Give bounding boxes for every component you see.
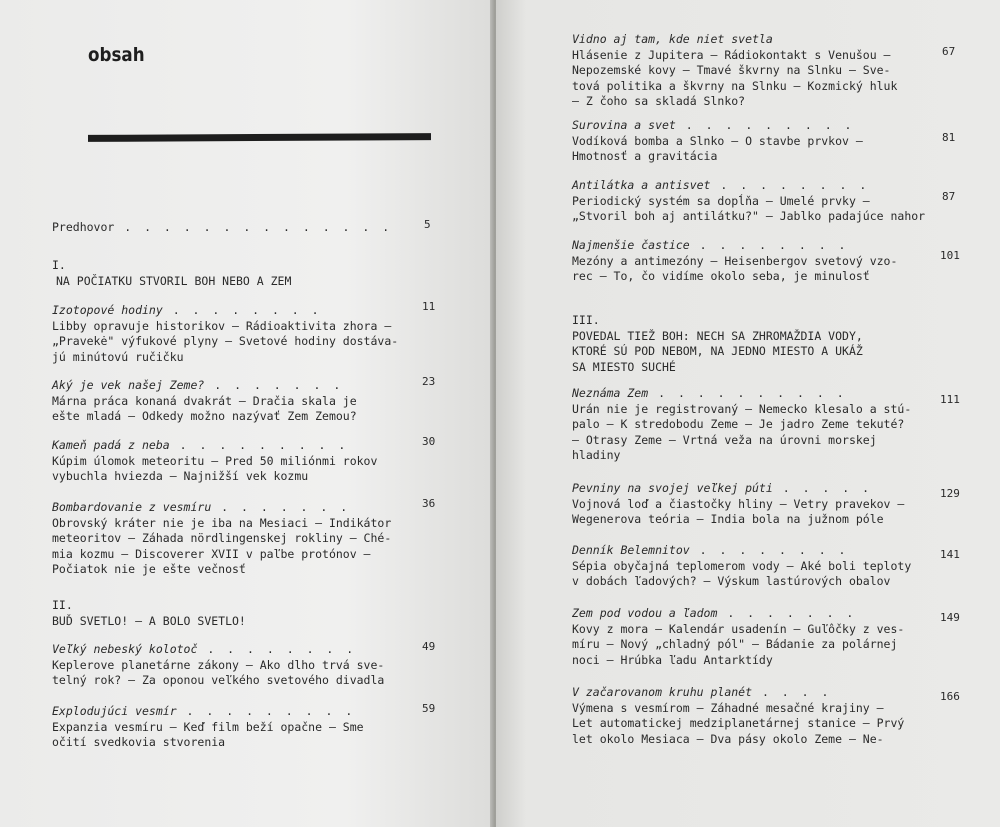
toc-entry-page: 141	[940, 548, 960, 561]
toc-entry[interactable]: Explodujúci vesmír . . . . . . . . . Expanzia vesmíru — Keď film beží opačne — Sme očití svedkovia stvorenia	[52, 704, 364, 749]
toc-entry-page: 23	[422, 375, 436, 388]
heading-rule	[88, 133, 431, 142]
part-1-heading	[52, 258, 291, 289]
toc-entry[interactable]: Kameň padá z neba . . . . . . . . . Kúpim úlomok meteoritu — Pred 50 miliónmi rokov vybuchla hviezda — Najnižší vek kozmu	[52, 438, 378, 483]
toc-entry[interactable]: Surovina a svet . . . . . . . . . Vodíková bomba a Slnko — O stavbe prvkov — Hmotnosť a gravitácia	[572, 118, 863, 163]
toc-entry[interactable]: Izotopové hodiny . . . . . . . . Libby opravuje historikov — Rádioaktivita zhora — „Pravekė" výfukové plyny — Svetové hodiny dostáva- jú minútovú ručičku	[52, 303, 399, 364]
part-3-line: POVEDAL TIEŽ BOH: NECH SA ZHROMAŽDIA VODY,	[572, 328, 863, 343]
toc-entry[interactable]: Aký je vek našej Zeme? . . . . . . . Márna práca konaná dvakrát — Dračia skala je ešte mladá — Odkedy možno nazývať Zem Zemou?	[52, 378, 357, 423]
part-2-roman: II.	[52, 598, 73, 612]
part-2-heading	[52, 598, 246, 629]
toc-entry-page: 49	[422, 640, 436, 653]
toc-entry-page: 30	[422, 435, 436, 448]
toc-entry-page: 87	[942, 190, 956, 203]
toc-entry[interactable]: Zem pod vodou a ľadom . . . . . . . Kovy z mora — Kalendár usadenín — Guľôčky z ves- míru — Nový „chladný pól" — Bádanie za polárnej noci — Hrúbka ľadu Antarktídy	[572, 606, 905, 667]
toc-entry[interactable]: Bombardovanie z vesmíru . . . . . . . Obrovský kráter nie je iba na Mesiaci — Indikátor meteoritov — Záhada nördlingenskej rokliny — Ché- mia kozmu — Discoverer XVII v paľbe protónov — Počiatok nie je ešte večnosť	[52, 500, 392, 576]
toc-preface-title[interactable]: Predhovor . . . . . . . . . . . . . .	[52, 220, 393, 234]
toc-entry-page: 111	[940, 393, 960, 406]
right-page	[496, 0, 1000, 827]
part-1-roman: I.	[52, 258, 66, 272]
toc-entry-page: 67	[942, 45, 956, 58]
toc-entry[interactable]: Antilátka a antisvet . . . . . . . . Periodický systém sa dopĺňa — Umelé prvky — „Stvoril boh aj antilátku?" — Jablko padajúce nahor	[572, 178, 926, 223]
toc-entry-page: 101	[940, 249, 960, 262]
toc-preface-page: 5	[424, 218, 431, 231]
left-page	[0, 0, 494, 827]
part-3-heading	[572, 313, 863, 375]
toc-entry[interactable]: Najmenšie častice . . . . . . . . Mezóny a antimezóny — Heisenbergov svetový vzo- rec — To, čo vidíme okolo seba, je minulosť	[572, 238, 898, 283]
toc-entry[interactable]: Pevniny na svojej veľkej púti . . . . . Vojnová loď a čiastočky hliny — Vetry pravekov — Wegenerova teória — India bola na južnom póle	[572, 481, 905, 526]
part-3-roman: III.	[572, 313, 600, 327]
part-2-title: BUĎ SVETLO! — A BOLO SVETLO!	[52, 613, 246, 628]
part-3-line: KTORÉ SÚ POD NEBOM, NA JEDNO MIESTO A UKÁŽ	[572, 344, 863, 358]
toc-entry-page: 129	[940, 487, 960, 500]
toc-heading: obsah	[88, 44, 145, 66]
toc-entry-page: 81	[942, 131, 956, 144]
toc-entry-page: 36	[422, 497, 436, 510]
toc-entry[interactable]: Denník Belemnitov . . . . . . . . Sépia obyčajná teplomerom vody — Aké boli teploty v dobách ľadových? — Výskum lastúrových obalov	[572, 543, 912, 588]
toc-entry[interactable]: Neznáma Zem . . . . . . . . . . Urán nie je registrovaný — Nemecko klesalo a stú- palo — K stredobodu Zeme — Je jadro Zeme tekuté? — Otrasy Zeme — Vrtná veža na úrovni morskej hladiny	[572, 386, 912, 462]
toc-entry-page: 59	[422, 702, 436, 715]
toc-entry[interactable]: V začarovanom kruhu planét . . . . Výmena s vesmírom — Záhadné mesačné krajiny — Let automatickej medziplanetárnej stanice — Prvý let okolo Mesiaca — Dva pásy okolo Zeme — Ne-	[572, 685, 905, 746]
toc-entry-page: 11	[422, 300, 436, 313]
toc-entry[interactable]: Veľký nebeský kolotoč . . . . . . . . Keplerove planetárne zákony — Ako dlho trvá sve- telný rok? — Za oponou veľkého svetového divadla	[52, 642, 385, 687]
toc-entry[interactable]: Vidno aj tam, kde niet svetla Hlásenie z Jupitera — Rádiokontakt s Venušou — Nepozemské kovy — Tmavé škvrny na Slnku — Sve- tová politika a škvrny na Slnku — Kozmický hluk — Z čoho sa skladá Slnko?	[572, 32, 898, 108]
part-3-line: SA MIESTO SUCHÉ	[572, 359, 676, 374]
part-1-title: NA POČIATKU STVORIL BOH NEBO A ZEM	[56, 273, 292, 288]
toc-entry-page: 149	[940, 611, 960, 624]
toc-entry-page: 166	[940, 690, 960, 703]
